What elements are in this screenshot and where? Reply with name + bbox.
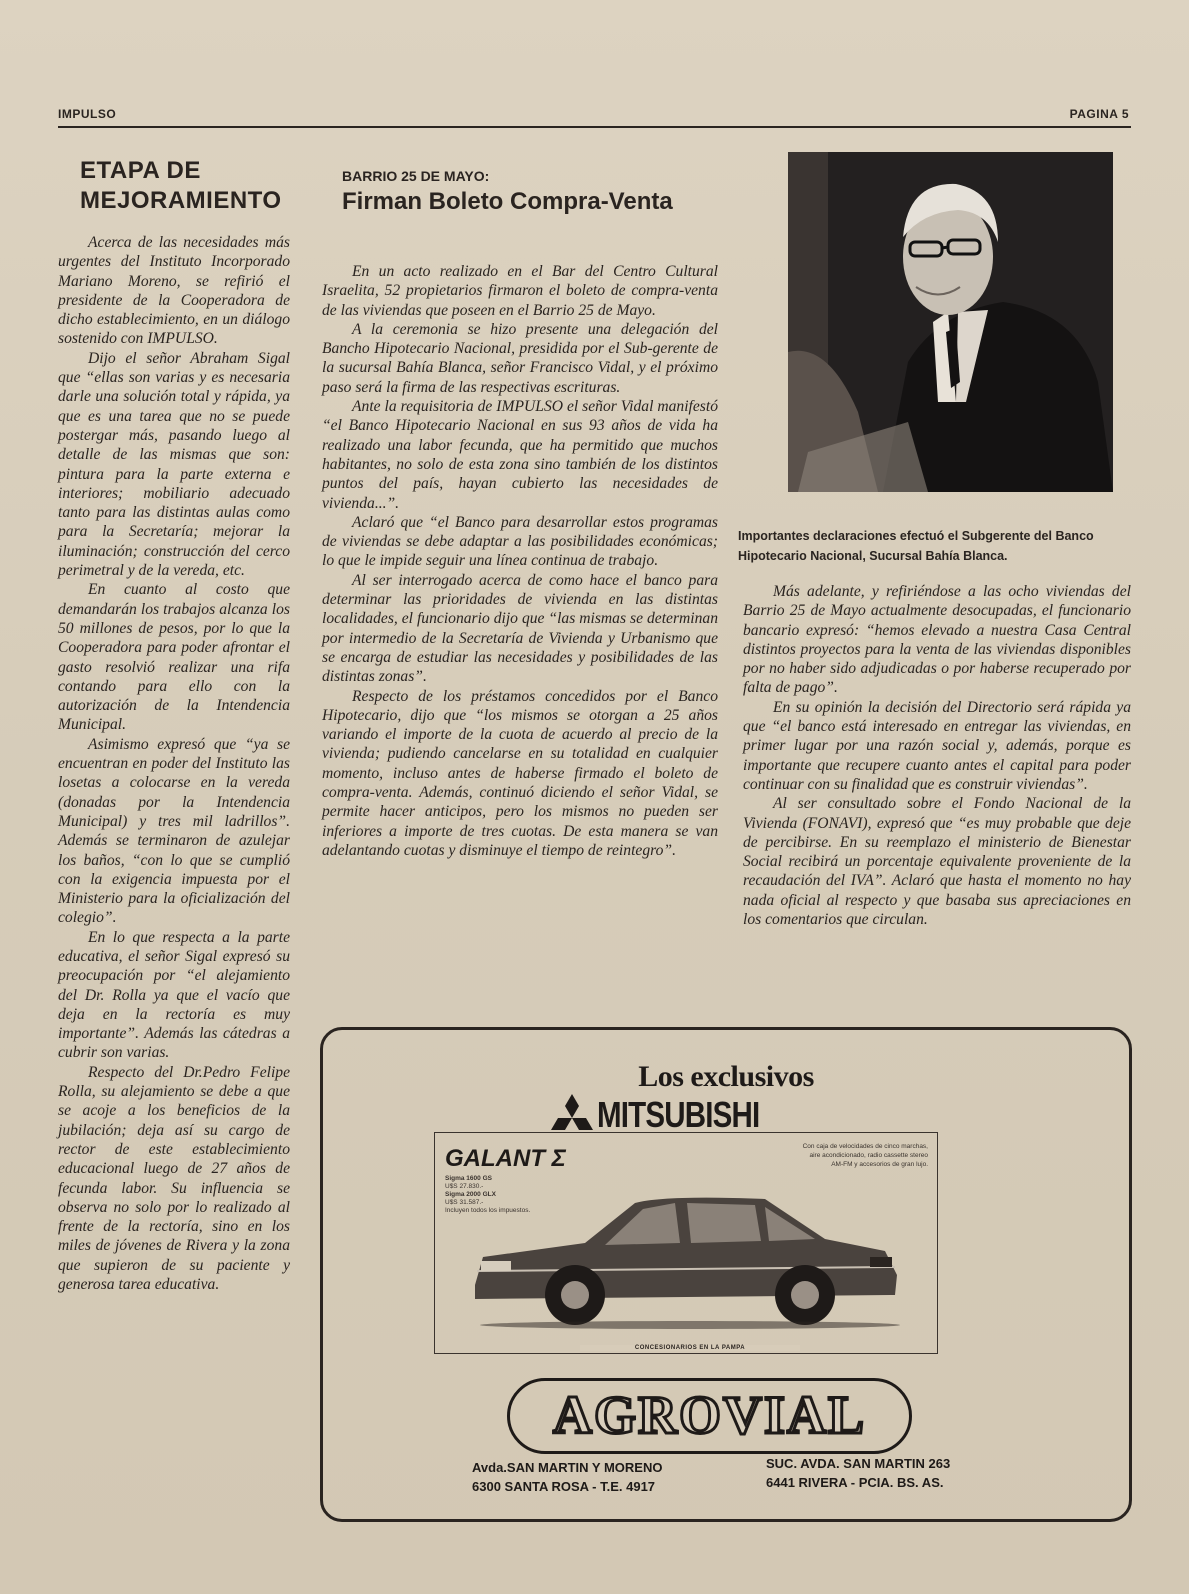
address-line: 6300 SANTA ROSA - T.E. 4917	[472, 1479, 656, 1494]
article-col1-paragraph: Ante la requisitoria de IMPULSO el señor Vidal manifestó “el Banco Hipotecario Nacional en sus 93 años de vida ha realizado una labor fecunda, que ha permitido que muchos habitantes, no solo de esta zona sino también de los distintos puntos del país, hayan cubierto las necesidades de vivienda...”.	[322, 398, 718, 512]
ad-tagline: Los exclusivos	[638, 1060, 814, 1093]
header-rule	[58, 126, 1131, 128]
publication-name: IMPULSO	[58, 107, 117, 121]
left-article-title: ETAPA DE MEJORAMIENTO	[80, 157, 282, 214]
spec-line: Sigma 1600 GS	[445, 1175, 492, 1182]
address-line: SUC. AVDA. SAN MARTIN 263	[766, 1456, 951, 1471]
article-body-column-2	[743, 582, 1131, 929]
car-illustration	[465, 1195, 905, 1335]
dealer-address-branch	[766, 1454, 950, 1492]
page-number: PAGINA 5	[1069, 107, 1129, 121]
article-body-column-1	[322, 262, 718, 860]
left-article-paragraph: Respecto del Dr.Pedro Felipe Rolla, su alejamiento se debe a que se acoje a los beneficios de la jubilación; deja así su cargo de rector de este establecimiento educacional luego de 27 años de fecunda labor. Su influencia se observa no solo por lo realizado al frente de la rectoría, sino en los miles de jóvenes de Rivera y la zona que supieron de su paciente y generosa tarea educativa.	[58, 1063, 290, 1294]
ad-brand: MITSUBISHI	[597, 1094, 760, 1135]
left-article-paragraph: Acerca de las necesidades más urgentes del Instituto Incorporado Mariano Moreno, se refirió el presidente de la Cooperadora de dicho establecimiento, en un diálogo sostenido con IMPULSO.	[58, 234, 290, 348]
article-col1-paragraph: A la ceremonia se hizo presente una delegación del Bancho Hipotecario Nacional, presidida por el Sub-gerente de la sucursal Bahía Blanca, señor Francisco Vidal, y el próximo paso será la firma de las respectivas escrituras.	[322, 320, 718, 396]
left-article-paragraph: En cuanto al costo que demandarán los trabajos alcanza los 50 millones de pesos, por lo que la Cooperadora para poder afrontar el gasto resolvió realizar una rifa contando para ello con la autorización de la Intendencia Municipal.	[58, 581, 290, 734]
spec-line: Sigma 2000 GLX	[445, 1191, 496, 1198]
left-article-paragraph: Asimismo expresó que “ya se encuentran en poder del Instituto las losetas a colocarse en la vereda (donadas por la Intendencia Municipal) y tres mil ladrillos”. Además se terminaron de azulejar los baños, “con lo que se cumplió con la exigencia impuesta por el Ministerio para la oficialización del colegio”.	[58, 735, 290, 927]
article-headline: Firman Boleto Compra-Venta	[342, 188, 673, 215]
article-col2-paragraph: Más adelante, y refiriéndose a las ocho viviendas del Barrio 25 de Mayo actualmente desocupadas, el funcionario bancario expresó: “hemos elevado a nuestra Casa Central distintos proyectos para la venta de las viviendas disponibles por no haber sido adjudicadas o por haberse recuperado por falta de pago”.	[743, 583, 1131, 697]
address-line: 6441 RIVERA - PCIA. BS. AS.	[766, 1475, 944, 1490]
spec-line: Incluyen todos los impuestos.	[445, 1207, 531, 1214]
left-article-paragraph: En lo que respecta a la parte educativa, el señor Sigal expresó su preocupación por “el alejamiento del Dr. Rolla ya que el vacío que deja en la rectoría es muy importante”. Además las cátedras a cubrir son varias.	[58, 928, 290, 1062]
dealer-logo: AGROVIAL	[552, 1385, 867, 1445]
left-article-body	[58, 233, 290, 1294]
photo-illustration	[788, 152, 1113, 492]
article-col1-paragraph: Al ser interrogado acerca de como hace el banco para determinar las prioridades de vivienda en las distintas localidades, el funcionario dijo que “las mismas se determinan por intermedio de la Secretaría de Vivienda y Urbanismo que se encarga de estudiar las necesidades y posibilidades de las distintas zonas”.	[322, 571, 718, 686]
dealer-address-main	[472, 1458, 662, 1496]
article-col1-paragraph: Respecto de los préstamos concedidos por el Banco Hipotecario, dijo que “los mismos se otorgan a 25 años variando el importe de la cuota de acuerdo al precio de la vivienda; pudiendo cancelarse en su totalidad en cualquier momento, incluso antes de haberse firmado el boleto de compra-venta. Además, continuó diciendo el señor Vidal, se permite hacer anticipos, pero los mismos no pueden ser inferiores a importe de tres cuotas. De esta manera se van adelantando cuotas y disminuye el tiempo de reintegro”.	[322, 687, 718, 859]
left-article-paragraph: Dijo el señor Abraham Sigal que “ellas son varias y es necesaria darle una solución total y rápida, ya que es una tarea que no se puede postergar más, pasando luego al detalle de las mismas que son: pintura para la parte externa e interiores; mobiliario adecuado tanto para las distintas aulas como para la Secretaría; mejorar la iluminación; construcción del cerco perimetral y de la vereda, etc.	[58, 349, 290, 580]
article-col2-paragraph: En su opinión la decisión del Directorio será rápida ya que “el banco está interesado en entregar las viviendas, en primer lugar por una razón social y, además, porque es importante que recupere cuanto antes el capital para poder continuar con su finalidad que es construir viviendas”.	[743, 698, 1131, 793]
address-line: Avda.SAN MARTIN Y MORENO	[472, 1460, 663, 1475]
photo-caption: Importantes declaraciones efectuó el Subgerente del Banco Hipotecario Nacional, Sucursal Bahía Blanca.	[738, 529, 1094, 563]
dealers-label: CONCESIONARIOS EN LA PAMPA	[580, 1345, 800, 1351]
article-col2-paragraph: Al ser consultado sobre el Fondo Nacional de la Vivienda (FONAVI), expresó que “es muy probable que deje de percibirse. En su reemplazo el ministerio de Bienestar Social recibirá un porcentaje equivalente proveniente de la recaudación del IVA”. Aclaró que hasta el momento no hay nada oficial al respecto y que basaba sus apreciaciones en los comentarios que circulan.	[743, 795, 1131, 929]
spec-line: U$S 27.830.-	[445, 1183, 484, 1190]
article-col1-paragraph: En un acto realizado en el Bar del Centro Cultural Israelita, 52 propietarios firmaron el boleto de compra-venta de las viviendas que poseen en el Barrio 25 de Mayo.	[322, 263, 718, 319]
official-photo	[788, 152, 1113, 492]
article-col1-paragraph: Aclaró que “el Banco para desarrollar estos programas de viviendas se debe adaptar a las posibilidades económicas; lo que le impide seguir una línea continua de trabajo.	[322, 513, 718, 570]
car-features: Con caja de velocidades de cinco marchas, aire acondicionado, radio cassette stereo AM-FM y accesorios de gran lujo.	[802, 1143, 928, 1168]
spec-line: U$S 31.587.-	[445, 1199, 484, 1206]
article-kicker: BARRIO 25 DE MAYO:	[342, 168, 490, 184]
car-model: GALANT Σ	[445, 1145, 566, 1172]
